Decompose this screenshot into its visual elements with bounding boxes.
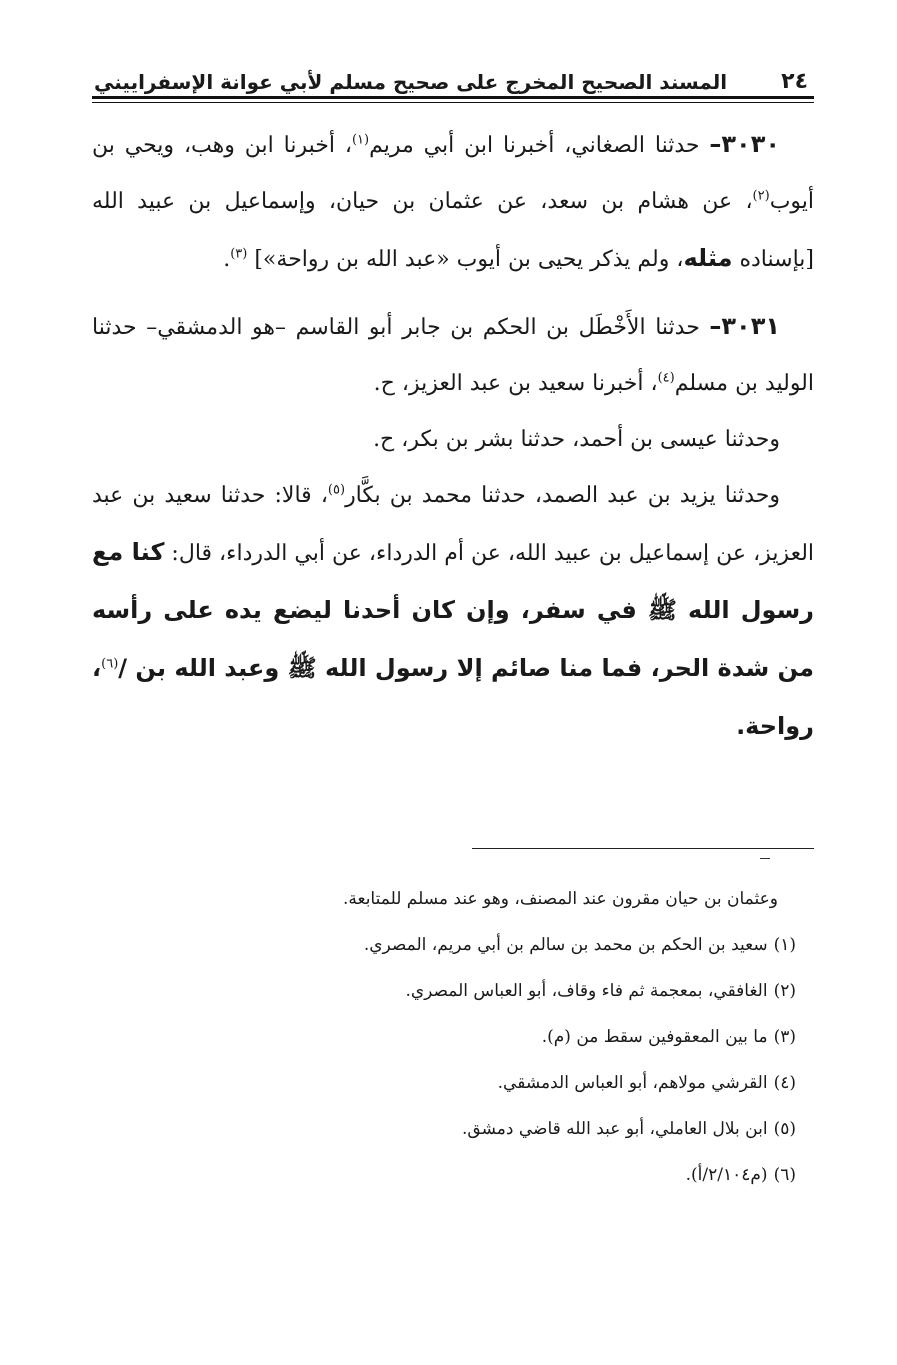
footnote-ref[interactable]: (٦) — [101, 656, 119, 672]
hadith-text: حدثنا الصغاني، أخبرنا ابن أبي مريم — [369, 133, 710, 158]
footnote-ref[interactable]: (٢) — [752, 188, 770, 204]
footnote-item — [92, 1014, 814, 1060]
footnote-number: (٤) — [773, 1073, 796, 1093]
header-rule-thick — [92, 96, 814, 99]
hadith-text: حدثنا الأَخْطَل بن الحكم بن جابر أبو القاسم –هو الدمشقي– حدثنا الوليد بن مسلم — [92, 315, 814, 396]
hadith-text: ، قالا: حدثنا سعيد بن عبد العزيز، عن إسماعيل بن عبيد الله، عن أم الدرداء، عن أبي الدرداء، قال: — [92, 483, 815, 566]
footnote-item — [92, 1060, 814, 1106]
hadith-3031 — [92, 298, 814, 412]
footnote-item — [92, 922, 814, 968]
footnote-ref[interactable]: (٣) — [230, 246, 248, 262]
hadith-number: ٣٠٣٠ — [721, 130, 780, 158]
footnote-text: القرشي مولاهم، أبو العباس الدمشقي. — [497, 1073, 768, 1093]
footnote-text: الغافقي، بمعجمة ثم فاء وقاف، أبو العباس المصري. — [405, 981, 768, 1001]
footnote-item — [92, 968, 814, 1014]
main-text — [92, 116, 814, 756]
footnote-number: (١) — [773, 935, 796, 955]
footnote-text: سعيد بن الحكم بن محمد بن سالم بن أبي مريم، المصري. — [363, 935, 768, 955]
header-rule-thin — [92, 102, 814, 103]
hadith-text: ، ولم يذكر يحيى بن أيوب «عبد الله بن رواحة»] — [247, 247, 684, 272]
hadith-number: ٣٠٣١ — [721, 312, 780, 340]
footnotes — [92, 876, 814, 1198]
isnad-isa: وحدثنا عيسى بن أحمد، حدثنا بشر بن بكر، ح. — [373, 427, 780, 452]
footnote-text: (م٢/١٠٤/أ). — [685, 1165, 768, 1185]
hadith-3030 — [92, 116, 814, 288]
hadith-dash: – — [709, 130, 722, 158]
footnote-number: (٦) — [773, 1165, 796, 1185]
hadith-text: ، عن هشام بن سعد، عن عثمان بن حيان، وإسماعيل بن عبيد الله [بإسناده — [92, 189, 814, 272]
running-title: المسند الصحيح المخرج على صحيح مسلم لأبي عوانة الإسفراييني — [94, 70, 728, 94]
footnote-text: ابن بلال العاملي، أبو عبد الله قاضي دمشق. — [462, 1119, 768, 1139]
isnad-yazid — [92, 468, 814, 756]
footnote-ref[interactable]: (١) — [351, 132, 370, 148]
footnote-number: (٥) — [773, 1119, 796, 1139]
hadith-text: ، أخبرنا ابن وهب، ويحي بن أيوب — [92, 133, 814, 214]
footnote-text: ما بين المعقوفين سقط من (م). — [541, 1027, 768, 1047]
hadith-dash: – — [709, 312, 722, 340]
hadith-text: ، أخبرنا سعيد بن عبد العزيز، ح. — [373, 371, 658, 396]
footnote-number: (٣) — [773, 1027, 796, 1047]
footnote-continuation-mark — [760, 858, 770, 859]
hadith-text: . — [223, 247, 231, 272]
page-header — [92, 60, 814, 94]
hadith-matn-bold: ، رواحة. — [92, 654, 814, 740]
page-number: ٢٤ — [781, 69, 808, 94]
footnote-item — [92, 1106, 814, 1152]
hadith-bold-text: مثله — [683, 244, 733, 272]
footnote-ref[interactable]: (٤) — [657, 370, 675, 386]
footnote-ref[interactable]: (٥) — [327, 482, 346, 498]
hadith-text: وحدثنا يزيد بن عبد الصمد، حدثنا محمد بن بكَّار — [345, 483, 780, 508]
footnote-separator — [472, 848, 814, 849]
footnote-item — [92, 1152, 814, 1198]
footnote-continuation: وعثمان بن حيان مقرون عند المصنف، وهو عند مسلم للمتابعة. — [342, 889, 778, 909]
footnote-number: (٢) — [773, 981, 796, 1001]
hadith-matn-bold: كنا مع رسول الله ﷺ في سفر، وإن كان أحدنا ليضع يده على رأسه من شدة الحر، فما منا صائم إلا رسول الله ﷺ وعبد الله بن / — [92, 538, 814, 682]
